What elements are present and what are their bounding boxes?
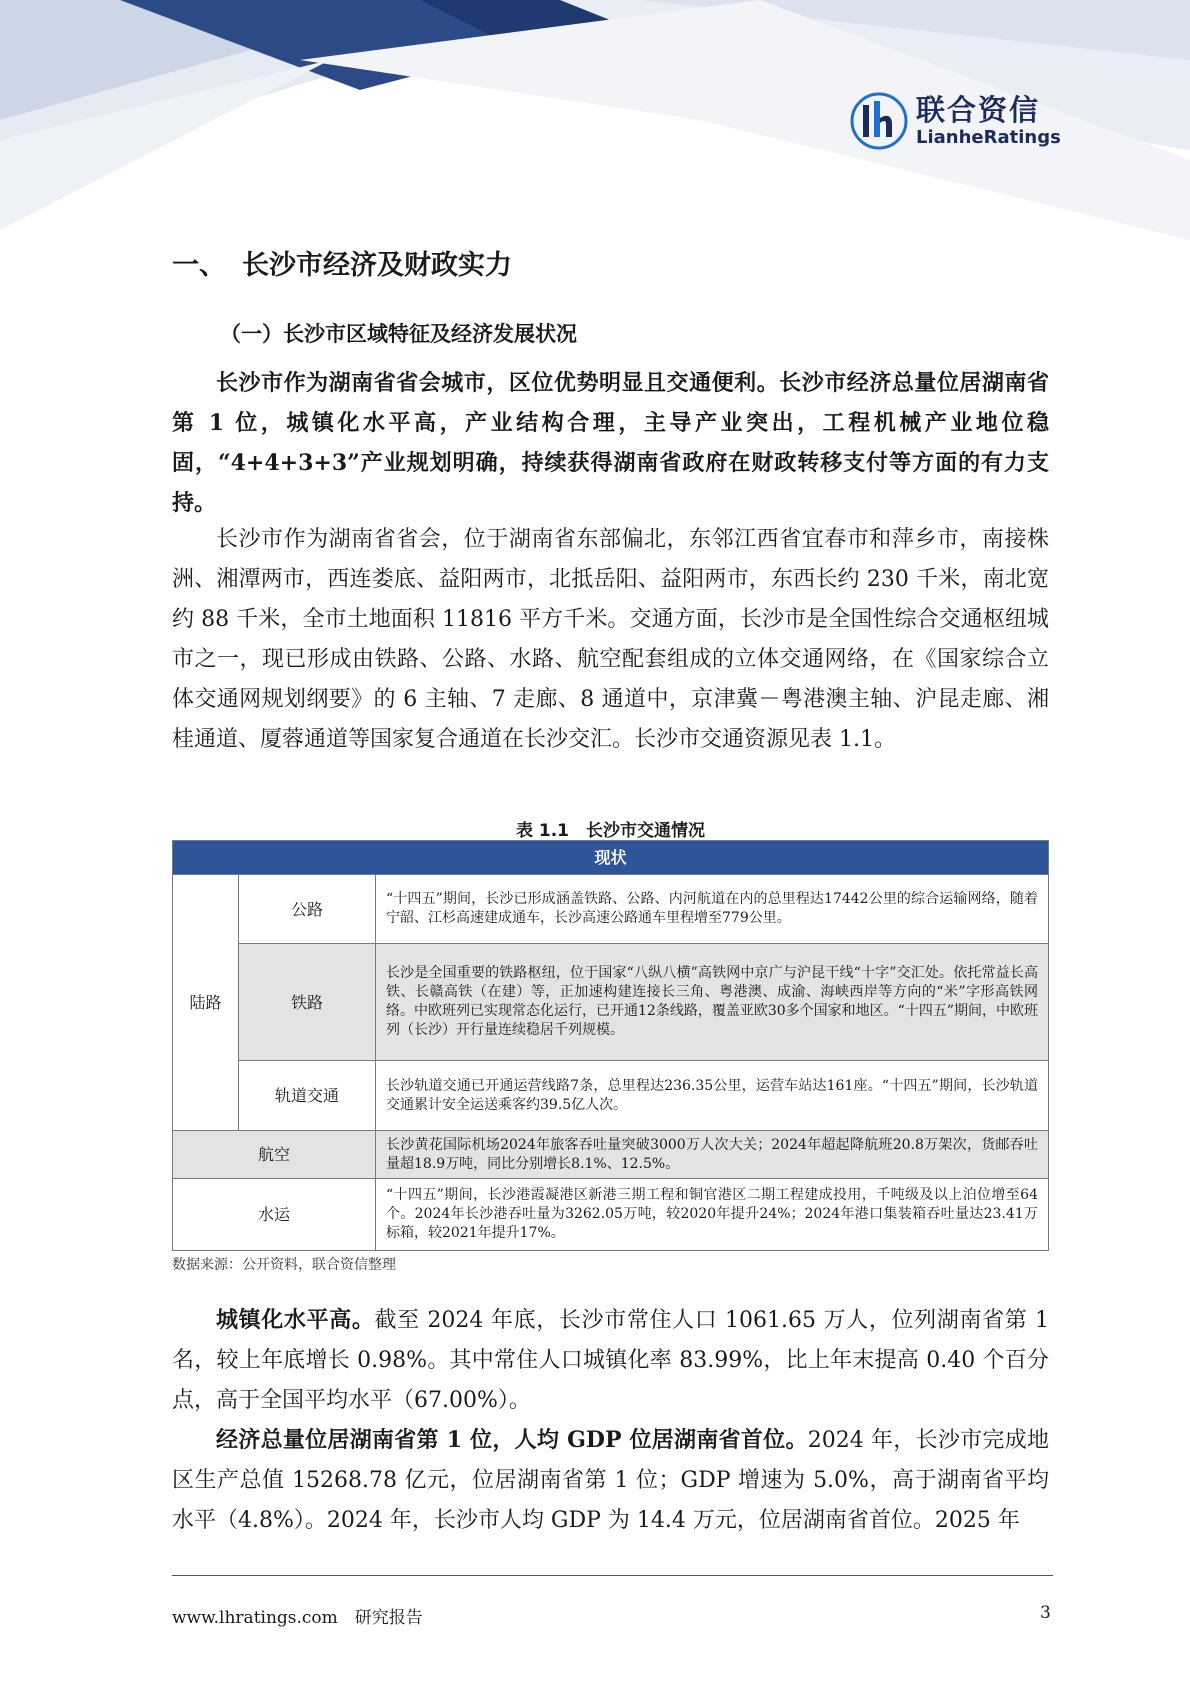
row-text: 长沙黄花国际机场2024年旅客吞吐量突破3000万人次大关；2024年超起降航班20.8万架次，货邮吞吐量超18.9万吨，同比分别增长8.1%、12.5%。: [376, 1131, 1049, 1179]
logo-en-name: LianheRatings: [916, 127, 1061, 148]
location-paragraph: 长沙市作为湖南省省会，位于湖南省东部偏北，东邻江西省宜春市和萍乡市，南接株洲、湘潭两市，西连娄底、益阳两市，北抵岳阳、益阳两市，东西长约 230 千米，南北宽约 88 千米，全市土地面积 11816 平方千米。交通方面，长沙市是全国性综合交通枢纽城市之一，现已形成由铁路、公路、水路、航空配套组成的立体交通网络，在《国家综合立体交通网规划纲要》的 6 主轴、7 走廊、8 通道中，京津冀－粤港澳主轴、沪昆走廊、湘桂通道、厦蓉通道等国家复合通道在长沙交汇。长沙市交通资源见表 1.1。: [172, 527, 1049, 752]
section-number: 一、: [172, 250, 226, 281]
row-label: 轨道交通: [239, 1061, 376, 1131]
lianhe-logo: [850, 92, 1061, 150]
subsection-heading: （一）长沙市区域特征及经济发展状况: [220, 322, 577, 346]
gdp-body: 2024 年，长沙市完成地区生产总值 15268.78 亿元，位居湖南省第 1 位；GDP 增速为 5.0%，高于湖南省平均水平（4.8%）。2024 年，长沙市人均 GDP 为 14.4 万元，位居湖南省首位。2025 年: [172, 1428, 1050, 1533]
table-row: [173, 1179, 1049, 1251]
table-row: [173, 1131, 1049, 1179]
logo-cn-name: 联合资信: [916, 93, 1041, 127]
land-category: 陆路: [173, 875, 239, 1131]
table-row: [173, 875, 1049, 944]
lianhe-logo-mark: [850, 92, 908, 150]
row-label: 公路: [239, 875, 376, 944]
table-source: 数据来源：公开资料，联合资信整理: [172, 1257, 396, 1273]
gdp-paragraph: [172, 1420, 1049, 1541]
row-text: 长沙是全国重要的铁路枢纽，位于国家“八纵八横”高铁网中京广与沪昆干线“十字”交汇处。依托常益长高铁、长赣高铁（在建）等，正加速构建连接长三角、粤港澳、成渝、海峡西岸等方向的“米”字形高铁网络。中欧班列已实现常态化运行，已开通12条线路，覆盖亚欧30多个国家和地区。“十四五”期间，中欧班列（长沙）开行量连续稳居千列规模。: [376, 944, 1049, 1061]
section-heading: [172, 243, 512, 282]
table-header: 现状: [173, 841, 1049, 875]
transport-table: [172, 840, 1049, 1251]
table-header-row: [173, 841, 1049, 875]
gdp-lead: 经济总量位居湖南省第 1 位，人均 GDP 位居湖南省首位。: [216, 1427, 808, 1453]
urbanization-paragraph: [172, 1300, 1049, 1421]
row-text: “十四五”期间，长沙港霞凝港区新港三期工程和铜官港区二期工程建成投用，千吨级及以上泊位增至64个。2024年长沙港吞吐量为3262.05万吨，较2020年提升24%；2024年港口集装箱吞吐量达23.41万标箱，较2021年提升17%。: [376, 1179, 1049, 1251]
row-label: 水运: [173, 1179, 376, 1251]
row-label: 铁路: [239, 944, 376, 1061]
footer-divider: [172, 1575, 1053, 1576]
table-caption: 表 1.1 长沙市交通情况: [515, 821, 706, 841]
urbanization-body: 截至 2024 年底，长沙市常住人口 1061.65 万人，位列湖南省第 1 名，较上年底增长 0.98%。其中常住人口城镇化率 83.99%，比上年末提高 0.40 个百分点，高于全国平均水平（67.00%）。: [172, 1308, 1049, 1413]
summary-paragraph: 长沙市作为湖南省省会城市，区位优势明显且交通便利。长沙市经济总量位居湖南省第 1 位，城镇化水平高，产业结构合理，主导产业突出，工程机械产业地位稳固，“4+4+3+3”产业规划明确，持续获得湖南省政府在财政转移支付等方面的有力支持。: [172, 370, 1049, 516]
section-title: 长沙市经济及财政实力: [242, 250, 512, 281]
footer-site: www.lhratings.com 研究报告: [172, 1608, 423, 1628]
page-number: 3: [1040, 1603, 1051, 1623]
table-row: [173, 944, 1049, 1061]
row-text: “十四五”期间，长沙已形成涵盖铁路、公路、内河航道在内的总里程达17442公里的综合运输网络，随着宁韶、江杉高速建成通车，长沙高速公路通车里程增至779公里。: [376, 875, 1049, 944]
urbanization-lead: 城镇化水平高。: [216, 1307, 375, 1333]
row-text: 长沙轨道交通已开通运营线路7条，总里程达236.35公里，运营车站达161座。“十四五”期间，长沙轨道交通累计安全运送乘客约39.5亿人次。: [376, 1061, 1049, 1131]
row-label: 航空: [173, 1131, 376, 1179]
table-row: [173, 1061, 1049, 1131]
